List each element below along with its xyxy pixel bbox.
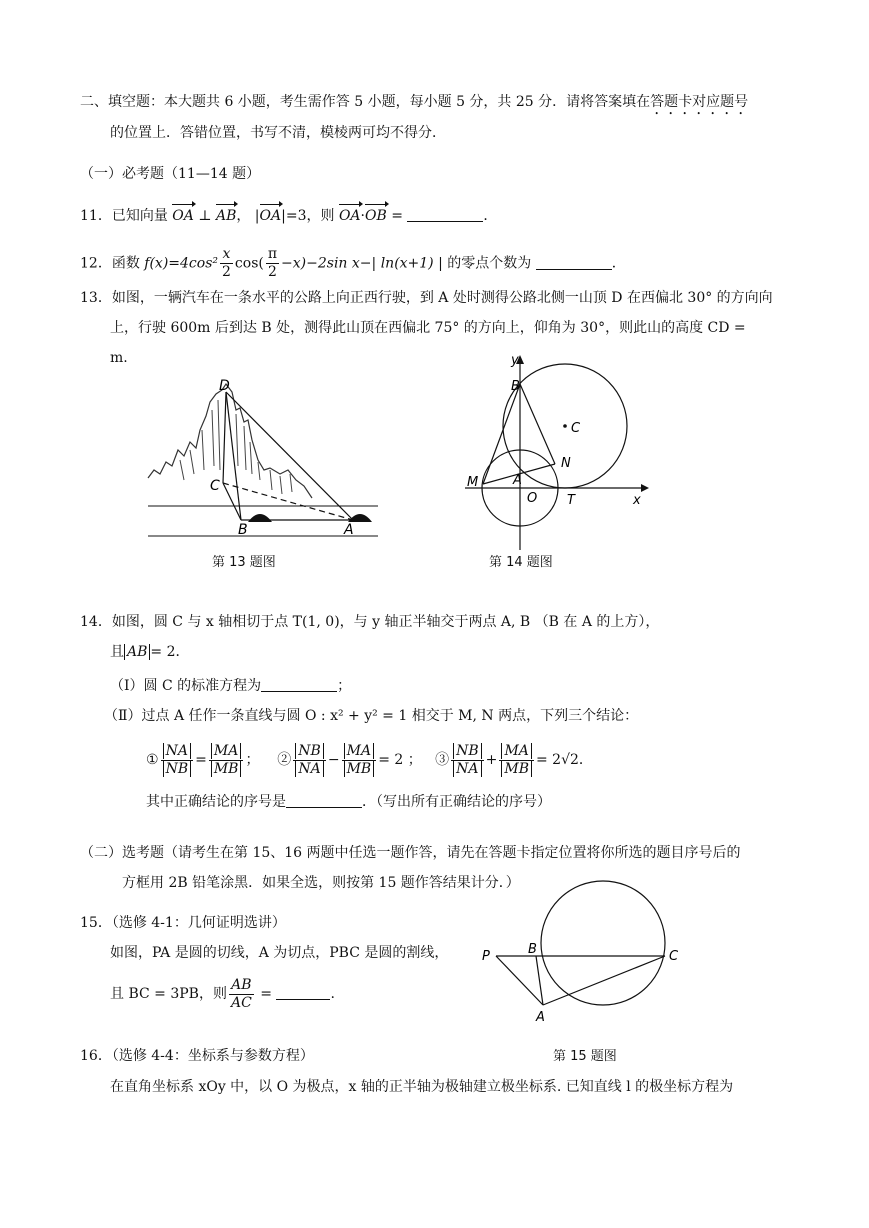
section-instructions-line2: 的位置上．答错位置，书写不清，模棱两可均不得分． <box>110 125 446 141</box>
conclusion-1-marker: ① <box>146 752 159 768</box>
conclusion-3-marker: ③ <box>435 752 450 768</box>
label-a: A <box>513 473 522 488</box>
fraction-nb-na: $\frac{NB}{NA}$ <box>293 743 326 778</box>
label-y-axis: y <box>511 353 519 368</box>
question-number: 16． <box>80 1048 112 1064</box>
equals: = <box>386 208 408 224</box>
figure-15-caption: 第 15 题图 <box>553 1049 617 1064</box>
fraction-ma-mb-2: $\frac{MA}{MB}$ <box>342 743 377 778</box>
question-13-line2: 上，行驶 600m 后到达 B 处，测得此山顶在西偏北 75° 的方向上，仰角为 30°，则此山的高度 CD = <box>110 320 746 336</box>
question-text: 的零点个数为 <box>442 255 532 272</box>
vector-ab: AB <box>215 208 237 224</box>
question-15-title <box>80 913 286 933</box>
fraction-ma-mb-3: $\frac{MA}{MB}$ <box>499 743 534 778</box>
label-o: O <box>527 491 538 506</box>
label-b: B <box>238 522 248 538</box>
question-16-title <box>80 1046 314 1066</box>
question-title: （选修 4-1：几何证明选讲） <box>111 915 286 931</box>
label-a: A <box>344 522 354 538</box>
question-14-conclusions <box>146 740 593 780</box>
question-14-line2 <box>110 642 190 662</box>
question-number: 11． <box>80 208 112 224</box>
figure-13 <box>140 370 390 550</box>
question-text: ．（写出所有正确结论的序号） <box>362 794 551 810</box>
answer-blank-12[interactable] <box>536 255 612 270</box>
frac-bottom: AC <box>230 994 252 1011</box>
label-d: D <box>219 378 230 394</box>
dot-symbol: · <box>360 208 365 224</box>
question-15-line2 <box>110 976 335 1012</box>
equals-2root2: = 2√2． <box>536 752 593 768</box>
question-14-part2: （Ⅱ）过点 A 任作一条直线与圆 O : x² + y² = 1 相交于 M, N 两点，下列三个结论： <box>104 708 639 724</box>
figure-14 <box>455 350 655 555</box>
question-text: 已知向量 <box>111 208 168 224</box>
figure-14-caption: 第 14 题图 <box>489 555 553 570</box>
vector-oa-2: OA <box>338 208 361 224</box>
question-text: 如图，圆 C 与 x 轴相切于点 T(1, 0)，与 y 轴正半轴交于两点 A, B （B 在 A 的上方）， <box>111 614 660 630</box>
question-14-part1 <box>110 676 351 696</box>
answer-blank-11[interactable] <box>407 207 483 222</box>
question-text: ； <box>337 678 352 694</box>
vector-oa-abs: OA <box>259 208 282 224</box>
formula-part: f(x)=4cos² <box>144 255 218 272</box>
semicolon: ； <box>245 752 260 768</box>
label-c: C <box>210 478 220 494</box>
part1-title: （一）必考题（11—14 题） <box>80 166 261 182</box>
period: ． <box>483 208 498 224</box>
question-14-final <box>146 792 551 812</box>
plus: + <box>485 752 498 768</box>
label-a: A <box>536 1010 545 1025</box>
question-title: （选修 4-4：坐标系与参数方程） <box>111 1048 314 1064</box>
label-c: C <box>669 949 679 964</box>
equals-2: = 2 ； <box>378 752 422 768</box>
formula-part: −x)−2sin x−| ln(x+1) | <box>281 255 443 272</box>
answer-blank-14-1[interactable] <box>261 677 337 692</box>
fraction-ab-ac <box>229 977 254 1012</box>
question-text: 如图，一辆汽车在一条水平的公路上向正西行驶，到 A 处时测得公路北侧一山顶 D 在西偏北 30° 的方向向 <box>111 290 773 306</box>
equals: = <box>255 986 277 1002</box>
part2-line2: 方框用 2B 铅笔涂黑．如果全选，则按第 15 题作答结果计分．） <box>122 875 520 891</box>
answer-blank-14-2[interactable] <box>286 793 362 808</box>
question-number: 14． <box>80 614 112 630</box>
label-b: B <box>511 379 520 394</box>
formula-part: cos( <box>234 255 264 272</box>
vector-oa: OA <box>172 208 194 224</box>
answer-blank-15[interactable] <box>276 985 330 1000</box>
label-b: B <box>528 942 537 957</box>
question-11: 11．已知向量 OA ⊥ AB， |OA|=3，则 OA·OB = ． <box>80 208 498 224</box>
fraction-ma-mb: $\frac{MA}{MB}$ <box>209 743 244 778</box>
instruction-text: 二、填空题：本大题共 6 小题，考生需作答 5 小题，每小题 5 分，共 25 分．请将答案填在 <box>80 94 651 110</box>
label-c: C <box>571 421 581 436</box>
label-p: P <box>482 949 490 964</box>
label-x-axis: x <box>633 493 641 508</box>
label-n: N <box>561 456 571 471</box>
emphasized-text: 答题卡对应题号 <box>650 94 749 110</box>
vector-ob: OB <box>364 208 387 224</box>
label-m: M <box>467 475 479 490</box>
fraction-na-nb: $\frac{NA}{NB}$ <box>161 743 194 778</box>
minus: − <box>327 752 340 768</box>
period: ． <box>611 255 626 272</box>
frac-top: AB <box>229 977 254 995</box>
equals: = <box>195 752 207 768</box>
question-text: 且 BC = 3PB，则 <box>110 986 227 1002</box>
part2-line1: （二）选考题（请考生在第 15、16 两题中任选一题作答，请先在答题卡指定位置将你所选的题目序号后的 <box>80 845 741 861</box>
question-number: 12． <box>80 255 112 272</box>
label-t: T <box>567 493 575 508</box>
question-text: = 2． <box>150 644 190 660</box>
question-15-line1: 如图，PA 是圆的切线，A 为切点，PBC 是圆的割线， <box>110 945 449 961</box>
fraction-x-2: $\frac{x}{2}$ <box>222 246 231 280</box>
fraction-pi-2: $\frac{\pi}{2}$ <box>267 246 278 280</box>
question-text: |=3，则 <box>281 208 335 224</box>
question-13-line3: m. <box>110 350 128 366</box>
figure-15 <box>478 875 688 1035</box>
abs-ab: AB <box>124 644 150 660</box>
question-13-line1 <box>80 288 773 308</box>
conclusion-2-marker: ② <box>277 752 292 768</box>
section-instructions-line1 <box>80 92 748 118</box>
question-text: 且 <box>110 644 124 660</box>
question-text: 其中正确结论的序号是 <box>146 794 286 810</box>
fraction-nb-na-2: $\frac{NB}{NA}$ <box>451 743 484 778</box>
question-16-line1: 在直角坐标系 xOy 中，以 O 为极点，x 轴的正半轴为极轴建立极坐标系. 已知直线 l 的极坐标方程为 <box>110 1079 734 1095</box>
question-text: 函数 <box>111 255 145 272</box>
period: . <box>330 986 335 1002</box>
question-14-line1 <box>80 612 659 632</box>
perp-symbol: ⊥ <box>193 208 216 224</box>
question-12 <box>80 246 626 281</box>
question-number: 15． <box>80 915 112 931</box>
question-number: 13． <box>80 290 112 306</box>
figure-13-caption: 第 13 题图 <box>212 555 276 570</box>
question-text: （Ⅰ）圆 C 的标准方程为 <box>110 678 262 694</box>
